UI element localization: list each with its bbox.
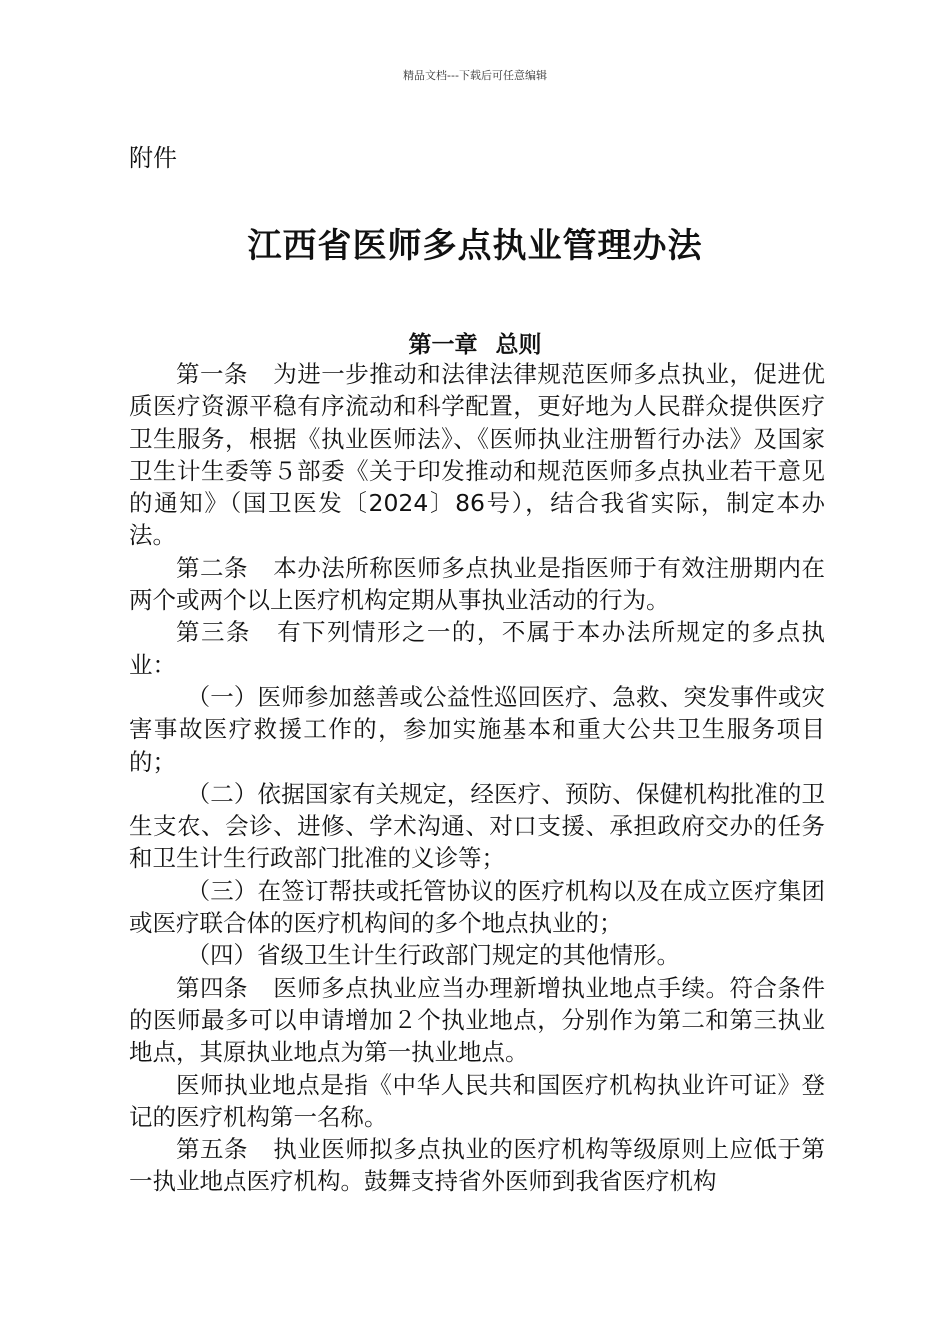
chapter-number: 第一章: [408, 332, 478, 358]
article-3: [129, 616, 825, 681]
article-lead: 第五条: [176, 1135, 249, 1164]
article-text: 有下列情形之一的，不属于本办法所规定的多点执业：: [129, 618, 826, 679]
article-5: [129, 1133, 825, 1198]
article-lead: 第一条: [176, 360, 249, 388]
article-text: 本办法所称医师多点执业是指医师于有效注册期内在两个或两个以上医疗机构定期从事执业活动的行为。: [129, 553, 826, 615]
attachment-label: 附件: [129, 144, 177, 172]
article-lead: 第三条: [176, 618, 251, 647]
article-text: 执业医师拟多点执业的医疗机构等级原则上应低于第一执业地点医疗机构。鼓舞支持省外医师到我省医疗机构: [129, 1135, 826, 1196]
chapter-heading: [0, 326, 950, 359]
article-text: 为进一步推动和法律法律规范医师多点执业，促进优质医疗资源平稳有序流动和科学配置，更好地为人民群众提供医疗卫生服务，根据《执业医师法》、《医师执业注册暂行办法》及国家卫生计生委等５部委《关于印发推动和规范医师多点执业若干意见的通知》（国卫医发〔2024〕86号），结合我省实际，制定本办法。: [129, 360, 826, 550]
article-2: [129, 552, 825, 617]
list-item-4: （四）省级卫生计生行政部门规定的其他情形。: [186, 941, 681, 970]
list-item-1: （一）医师参加慈善或公益性巡回医疗、急救、突发事件或灾害事故医疗救援工作的，参加实施基本和重大公共卫生服务项目的；: [129, 682, 825, 776]
article-4: [129, 972, 825, 1069]
list-item-3: （三）在签订帮扶或托管协议的医疗机构以及在成立医疗集团或医疗联合体的医疗机构间的多个地点执业的；: [129, 876, 825, 938]
article-4-continuation: 医师执业地点是指《中华人民共和国医疗机构执业许可证》登记的医疗机构第一名称。: [129, 1070, 825, 1131]
article-lead: 第二条: [176, 553, 249, 582]
chapter-name: 总则: [495, 332, 542, 358]
article-lead: 第四条: [176, 973, 249, 1002]
document-title: 江西省医师多点执业管理办法: [247, 226, 703, 266]
article-1: [129, 358, 825, 552]
document-body: [129, 358, 825, 1198]
article-text: 医师多点执业应当办理新增执业地点手续。符合条件的医师最多可以申请增加２个执业地点，分别作为第二和第三执业地点，其原执业地点为第一执业地点。: [129, 973, 826, 1067]
header-note: 精品文档---下载后可任意编辑: [403, 69, 547, 82]
list-item-2: （二）依据国家有关规定，经医疗、预防、保健机构批准的卫生支农、会诊、进修、学术沟通、对口支援、承担政府交办的任务和卫生计生行政部门批准的义诊等；: [129, 779, 825, 873]
